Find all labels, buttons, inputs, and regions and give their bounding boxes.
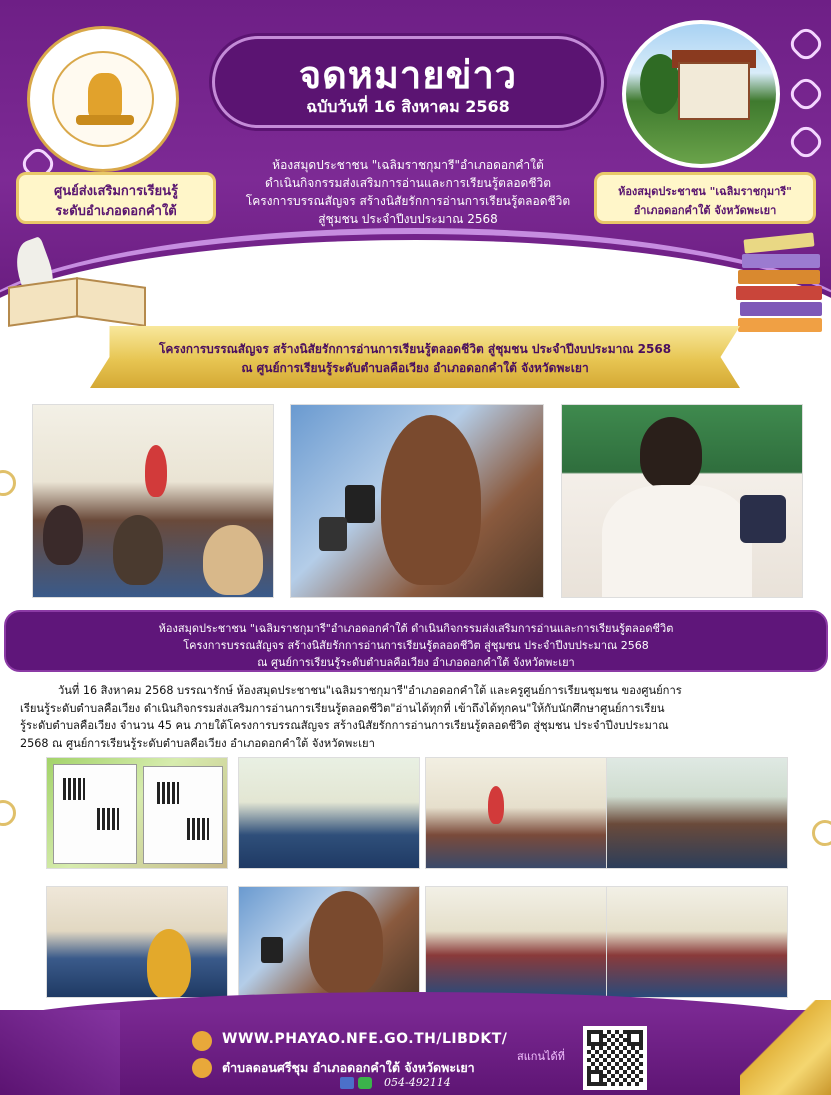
activity-photo-qr-sheets <box>46 757 228 869</box>
activity-photo-hall <box>606 757 788 869</box>
activity-caption-box <box>4 610 828 672</box>
intro-text <box>212 156 604 228</box>
newsletter-title: จดหมายข่าว <box>298 53 518 97</box>
globe-icon <box>192 1031 212 1051</box>
book-page <box>8 277 78 327</box>
address-text: ตำบลดอนศรีชุม อำเภอดอกคำใต้ จังหวัดพะเยา <box>222 1060 475 1075</box>
building-shape <box>678 62 750 120</box>
scan-label: สแกนได้ที่ <box>517 1050 565 1063</box>
side-ornament-icon <box>812 820 831 846</box>
qr-finder <box>587 1030 603 1046</box>
phone-shape <box>740 495 786 543</box>
book-spine <box>738 318 822 332</box>
facebook-icon <box>340 1077 354 1089</box>
qr-code-icon <box>63 778 85 800</box>
activity-photo-phones-closeup <box>238 886 420 998</box>
book-spine <box>743 232 814 253</box>
location-pin-icon <box>192 1058 212 1078</box>
book-spine <box>740 302 822 316</box>
ribbon-line: โครงการบรรณสัญจร สร้างนิสัยรักการอ่านการเรียนรู้ตลอดชีวิต สู่ชุมชน ประจำปีงบประมาณ 2568 <box>158 342 672 356</box>
issue-date: ฉบับวันที่ 16 สิงหาคม 2568 <box>306 97 510 116</box>
book-spine <box>742 254 820 268</box>
person-figure <box>602 485 752 598</box>
person-figure <box>488 786 504 824</box>
ribbon-line: ณ ศูนย์การเรียนรู้ระดับตำบลคือเวียง อำเภอดอกคำใต้ จังหวัดพะเยา <box>241 361 589 375</box>
phone-shape <box>319 517 347 551</box>
intro-line: โครงการบรรณสัญจร สร้างนิสัยรักการอ่านการเรียนรู้ตลอดชีวิต <box>245 194 571 208</box>
qr-finder <box>627 1030 643 1046</box>
caption-line: ห้องสมุดประชาชน "เฉลิมราชกุมารี"อำเภอดอกคำใต้ ดำเนินกิจกรรมส่งเสริมการอ่านและการเรียนรู้ตลอดชีวิต <box>158 622 674 635</box>
footer-ornament-right <box>740 1000 831 1095</box>
activity-photo-classroom <box>32 404 274 598</box>
activity-photo-group <box>425 886 607 998</box>
side-ornament-icon <box>0 800 16 826</box>
qr-code-pattern <box>587 1030 643 1086</box>
phone-shape <box>261 937 283 963</box>
activity-photo-group-2 <box>606 886 788 998</box>
emblem-icon <box>52 51 154 147</box>
website-link[interactable]: WWW.PHAYAO.NFE.GO.TH/LIBDKT/ <box>222 1031 508 1047</box>
body-paragraph <box>20 682 820 752</box>
intro-line: สู่ชุมชน ประจำปีงบประมาณ 2568 <box>318 212 498 226</box>
person-figure <box>203 525 263 595</box>
library-badge <box>594 172 816 224</box>
qr-finder <box>587 1070 603 1086</box>
person-figure <box>145 445 167 497</box>
caption-line: ณ ศูนย์การเรียนรู้ระดับตำบลคือเวียง อำเภอดอกคำใต้ จังหวัดพะเยา <box>257 656 575 669</box>
learning-center-badge <box>16 172 216 224</box>
activity-photo-phones <box>290 404 544 598</box>
side-ornament-icon <box>0 470 16 496</box>
footer-ornament-left <box>0 1010 120 1095</box>
activity-photo-student <box>561 404 803 598</box>
phone-number: 054-492114 <box>384 1076 451 1089</box>
intro-line: ดำเนินกิจกรรมส่งเสริมการอ่านและการเรียนรู้ตลอดชีวิต <box>265 176 551 190</box>
badge-line: ระดับอำเภอดอกคำใต้ <box>55 204 177 219</box>
qr-sheet <box>143 766 223 864</box>
book-spine <box>738 270 820 284</box>
body-line: รู้ระดับตำบลคือเวียง จำนวน 45 คน ภายใต้โครงการบรรณสัญจร สร้างนิสัยรักการอ่านการเรียนรู้ตลอดชีวิต สู่ชุมชน ประจำปีงบประมาณ <box>20 719 669 732</box>
person-figure <box>113 515 163 585</box>
line-icon <box>358 1077 372 1089</box>
book-page <box>76 277 146 327</box>
person-figure <box>43 505 83 565</box>
intro-line: ห้องสมุดประชาชน "เฉลิมราชกุมารี"อำเภอดอกคำใต้ <box>272 158 544 172</box>
emblem-crest <box>88 73 122 119</box>
badge-line: ศูนย์ส่งเสริมการเรียนรู้ <box>53 184 179 199</box>
body-line: 2568 ณ ศูนย์การเรียนรู้ระดับตำบลคือเวียง อำเภอดอกคำใต้ จังหวัดพะเยา <box>20 736 375 750</box>
activity-photo-audience <box>238 757 420 869</box>
qr-code[interactable] <box>583 1026 647 1090</box>
badge-line: ห้องสมุดประชาชน "เฉลิมราชกุมารี" <box>618 185 792 198</box>
activity-photo-speaker <box>425 757 607 869</box>
person-figure <box>147 929 191 998</box>
body-line: วันที่ 16 สิงหาคม 2568 บรรณารักษ์ ห้องสมุดประชาชน"เฉลิมราชกุมารี"อำเภอดอกคำใต้ และครูศูนย์การเรียนชุมชน ของศูนย์การ <box>58 684 682 697</box>
person-figure <box>640 417 702 489</box>
qr-code-icon <box>187 818 209 840</box>
department-logo <box>27 26 179 172</box>
body-line: เรียนรู้ระดับตำบลคือเวียง ดำเนินกิจกรรมส่งเสริมการอ่านการเรียนรู้ตลอดชีวิต"อ่านได้ทุกที่ เข้าถึงได้ทุกคน"ให้กับนักศึกษาศูนย์การเรียน <box>20 701 665 715</box>
qr-code-icon <box>97 808 119 830</box>
person-figure <box>381 415 481 585</box>
activity-photo-students-seated <box>46 886 228 998</box>
person-figure <box>309 891 383 995</box>
caption-line: โครงการบรรณสัญจร สร้างนิสัยรักการอ่านการเรียนรู้ตลอดชีวิต สู่ชุมชน ประจำปีงบประมาณ 2568 <box>183 639 649 652</box>
phone-shape <box>345 485 375 523</box>
book-spine <box>736 286 822 300</box>
emblem-base <box>76 115 134 125</box>
badge-line: อำเภอดอกคำใต้ จังหวัดพะเยา <box>633 204 777 217</box>
qr-code-icon <box>157 782 179 804</box>
book-stack-icon <box>736 232 826 342</box>
open-book-icon <box>0 262 150 332</box>
library-building-photo <box>622 20 780 168</box>
